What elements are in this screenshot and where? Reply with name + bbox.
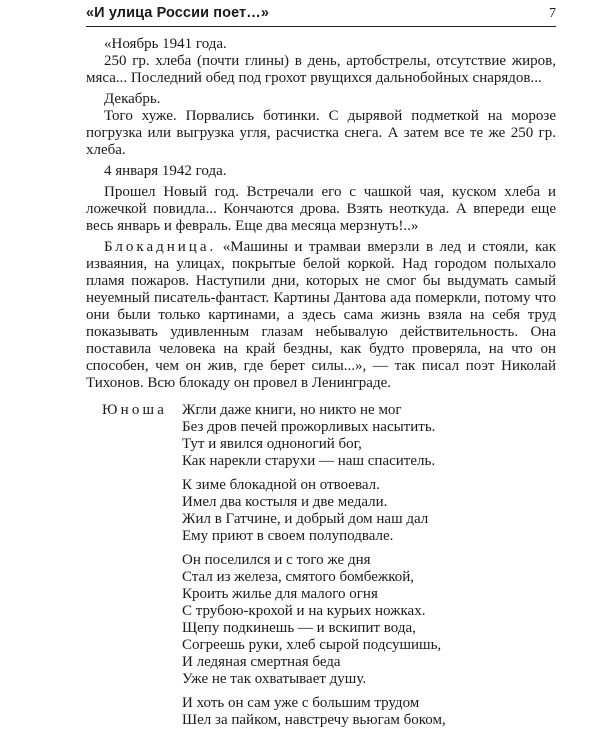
paragraph: 4 января 1942 года. bbox=[104, 163, 227, 179]
poem-line: Тут и явился одноногий бог, bbox=[182, 436, 362, 452]
blokadnitsa-paragraph bbox=[86, 239, 556, 392]
paragraph: Того хуже. Порвались ботинки. С дырявой подметкой на морозе погрузка или выгрузка угля, расчистка снега. А затем все те же 250 гр. хлеба. bbox=[86, 108, 556, 158]
paragraph-text: «Машины и трамваи вмерзли в лед и стояли, как изваяния, на улицах, покрытые белой коркой. Над городом полыхало пламя пожаров. Наступили дни, которых не смог бы выдумать самый неуемный писатель-фантаст. Картины Дантова ада померкли, потому что они были только картинами, а здесь сама жизнь взяла на себя труд показывать удивленным глазам небывалую действительность. Она поставила человека на край бездны, как будто проверяла, на что он способен, чем он жив, где берет силы...», — так писал поэт Николай Тихонов. Всю блокаду он провел в Ленинграде. bbox=[86, 239, 556, 391]
page-body bbox=[86, 36, 556, 736]
poem-line: Как нарекли старухи — наш спаситель. bbox=[182, 453, 436, 469]
running-title: «И улица России поет…» bbox=[86, 5, 270, 21]
poem-line: Имел два костыля и две медали. bbox=[182, 494, 388, 510]
stanza bbox=[182, 477, 556, 545]
poem bbox=[86, 402, 556, 729]
page-number: 7 bbox=[549, 6, 556, 21]
poem-line: Жгли даже книги, но никто не мог bbox=[182, 402, 402, 418]
poem-line: Согреешь руки, хлеб сырой подсушишь, bbox=[182, 637, 442, 653]
poem-line: Кроить жилье для малого огня bbox=[182, 586, 378, 602]
poem-line: Щепу подкинешь — и вскипит вода, bbox=[182, 620, 416, 636]
poem-line: Шел за пайком, навстречу вьюгам боком, bbox=[182, 712, 446, 728]
paragraph: 250 гр. хлеба (почти глины) в день, артобстрелы, отсутствие жиров, мяса... Последний обед под грохот рвущихся дальнобойных снарядов... bbox=[86, 53, 556, 86]
poem-line: Без дров печей прожорливых насытить. bbox=[182, 419, 436, 435]
poem-line: Ему приют в своем полуподвале. bbox=[182, 528, 394, 544]
stanza bbox=[182, 402, 556, 470]
poem-line: Стал из железа, смятого бомбежкой, bbox=[182, 569, 415, 585]
stanza bbox=[182, 552, 556, 688]
poem-line: К зиме блокадной он отвоевал. bbox=[182, 477, 380, 493]
stanza bbox=[182, 695, 556, 729]
poem-line: С трубою-крохой и на курьих ножках. bbox=[182, 603, 426, 619]
poem-line: Жил в Гатчине, и добрый дом наш дал bbox=[182, 511, 429, 527]
paragraph: Прошел Новый год. Встречали его с чашкой чая, куском хлеба и ложечкой повидла... Кончаются дрова. Взять неоткуда. А впереди еще весь январь и февраль. Еще два месяца мерзнуть!..» bbox=[86, 184, 556, 234]
paragraph: «Ноябрь 1941 года. bbox=[104, 36, 227, 52]
poem-line: И хоть он сам уже с большим трудом bbox=[182, 695, 420, 711]
poem-line: И ледяная смертная беда bbox=[182, 654, 341, 670]
poem-speaker: Юноша bbox=[102, 402, 168, 418]
running-header bbox=[86, 4, 556, 27]
speaker-label: Блокадница. bbox=[104, 239, 217, 255]
poem-line: Уже не так охватывает душу. bbox=[182, 671, 367, 687]
paragraph: Декабрь. bbox=[104, 91, 161, 107]
poem-line: Он поселился и с того же дня bbox=[182, 552, 371, 568]
